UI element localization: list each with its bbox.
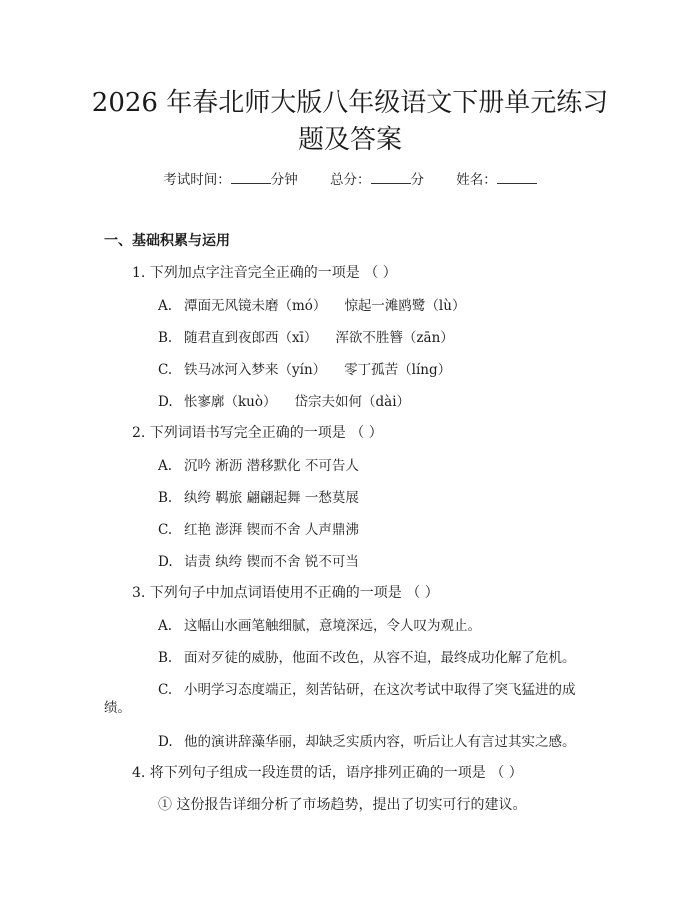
- q3-option-b: B. 面对歹徒的威胁，他面不改色，从容不迫，最终成功化解了危机。: [158, 650, 576, 666]
- exam-info: [0, 168, 700, 188]
- time-unit: 分钟: [270, 172, 298, 188]
- q1-option-a: A. 潭面无风镜未磨（mó） 惊起一滩鸥鹭（lù）: [158, 298, 466, 314]
- q2-option-d: D. 诘责 纨绔 锲而不舍 锐不可当: [158, 554, 359, 570]
- q3-option-c: C. 小明学习态度端正，刻苦钻研，在这次考试中取得了突飞猛进的成: [158, 682, 576, 698]
- question-1: 1. 下列加点字注音完全正确的一项是 （ ）: [132, 265, 397, 281]
- q2-option-c: C. 红艳 澎湃 锲而不舍 人声鼎沸: [158, 522, 359, 538]
- time-label: 考试时间：: [163, 172, 231, 188]
- score-blank: [371, 171, 411, 184]
- q2-option-a: A. 沉吟 淅沥 潜移默化 不可告人: [158, 458, 359, 474]
- q1-option-c: C. 铁马冰河入梦来（yín） 零丁孤苦（líng）: [158, 362, 452, 378]
- q1-option-d: D. 怅寥廓（kuò） 岱宗夫如何（dài）: [158, 394, 411, 410]
- exam-time: [163, 172, 302, 188]
- page-title-continued: 题及答案: [297, 125, 402, 155]
- q3-option-c-wrap: 绩。: [104, 700, 131, 716]
- q4-sentence-1: ① 这份报告详细分析了市场趋势，提出了切实可行的建议。: [158, 797, 527, 813]
- q1-option-b: B. 随君直到夜郎西（xī） 浑欲不胜簪（zān）: [158, 330, 454, 346]
- name-blank: [497, 171, 537, 184]
- q2-option-b: B. 纨绔 羁旅 翩翩起舞 一愁莫展: [158, 490, 359, 506]
- question-4: 4. 将下列句子组成一段连贯的话，语序排列正确的一项是 （ ）: [132, 765, 523, 781]
- q3-option-a: A. 这幅山水画笔触细腻，意境深远，令人叹为观止。: [158, 618, 481, 634]
- question-2: 2. 下列词语书写完全正确的一项是 （ ）: [132, 425, 383, 441]
- score-unit: 分: [410, 172, 424, 188]
- exam-score: [330, 172, 428, 188]
- score-label: 总分：: [330, 172, 371, 188]
- q3-option-d: D. 他的演讲辞藻华丽，却缺乏实质内容，听后让人有言过其实之感。: [158, 734, 576, 750]
- page-title: 2026 年春北师大版八年级语文下册单元练习: [91, 88, 609, 118]
- exam-name: [456, 172, 537, 188]
- section-heading: 一、基础积累与运用: [104, 233, 230, 249]
- time-blank: [231, 171, 271, 184]
- name-label: 姓名：: [456, 172, 497, 188]
- question-3: 3. 下列句子中加点词语使用不正确的一项是 （ ）: [132, 585, 439, 601]
